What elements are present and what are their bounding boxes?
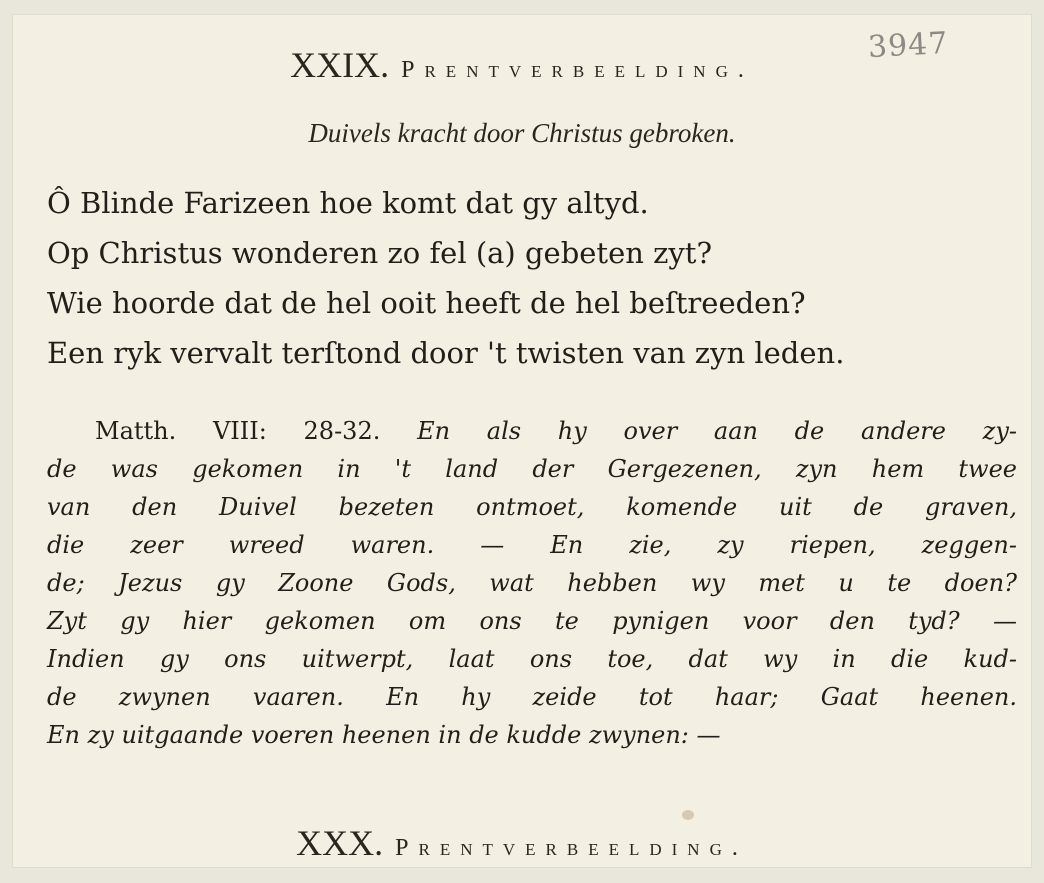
verse-block xyxy=(47,178,1027,378)
heading-number: XXIX. xyxy=(290,45,390,85)
verse-line: Op Christus wonderen zo fel (a) gebeten zyt? xyxy=(47,236,712,270)
heading-word: Prentverbeelding. xyxy=(401,57,754,83)
scripture-line: van den Duivel bezeten ontmoet, komende uit de graven, xyxy=(47,493,1017,521)
scripture-reference: Matth. VIII: 28-32. xyxy=(95,417,381,445)
pencil-annotation: 3947 xyxy=(866,25,949,66)
section-heading-xxix xyxy=(12,44,1032,86)
section-heading-xxx xyxy=(12,822,1032,864)
scripture-line: Indien gy ons uitwerpt, laat ons toe, dat wy in die kud- xyxy=(47,645,1017,673)
scripture-line: de zwynen vaaren. En hy zeide tot haar; Gaat heenen. xyxy=(47,683,1017,711)
paper-stain xyxy=(682,810,694,820)
document-page xyxy=(12,14,1032,868)
scripture-line: de; Jezus gy Zoone Gods, wat hebben wy met u te doen? xyxy=(47,569,1017,597)
scripture-line xyxy=(47,412,1017,450)
scripture-passage xyxy=(47,412,1017,754)
verse-line: Ô Blinde Farizeen hoe komt dat gy altyd. xyxy=(47,186,649,220)
subtitle: Duivels kracht door Christus gebroken. xyxy=(308,118,736,148)
scripture-line: die zeer wreed waren. — En zie, zy riepen, zeggen- xyxy=(47,531,1017,559)
scripture-line: de was gekomen in 't land der Gergezenen, zyn hem twee xyxy=(47,455,1017,483)
verse-line: Wie hoorde dat de hel ooit heeft de hel beſtreeden? xyxy=(47,286,806,320)
scripture-line: Zyt gy hier gekomen om ons te pynigen voor den tyd? — xyxy=(47,607,1017,635)
heading-word: Prentverbeelding. xyxy=(395,835,748,861)
heading-number: XXX. xyxy=(296,823,384,863)
verse-line: Een ryk vervalt terſtond door 't twisten van zyn leden. xyxy=(47,336,845,370)
scripture-text: En als hy over aan de andere zy- xyxy=(417,417,1017,445)
scripture-line: En zy uitgaande voeren heenen in de kudde zwynen: — xyxy=(47,721,721,749)
